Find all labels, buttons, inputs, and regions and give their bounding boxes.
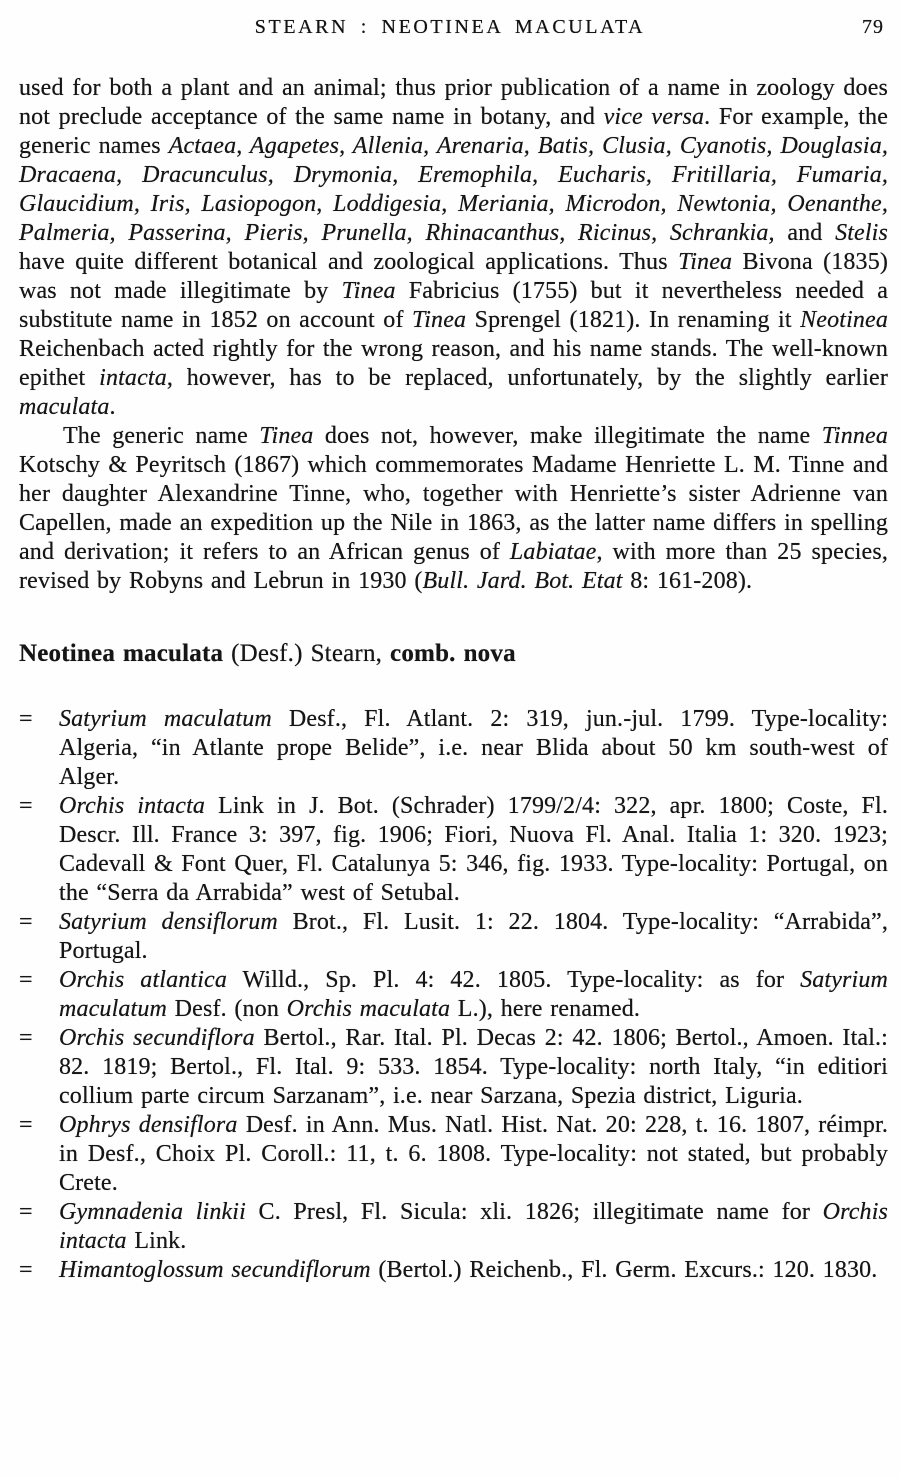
synonym-text: Satyrium maculatum Desf., Fl. Atlant. 2: 319, jun.-jul. 1799. Type-locality: Algeria, “in Atlante prope Belide”, i.e. near Blida about 50 km south-west of Alger.: [59, 706, 889, 790]
synonym-text: Satyrium densiflorum Brot., Fl. Lusit. 1: 22. 1804. Type-locality: “Arrabida”, Portugal.: [59, 909, 889, 964]
equals-marker: =: [19, 706, 33, 732]
synonym-entry: [19, 1256, 888, 1285]
synonym-text: Himantoglossum secundiflorum (Bertol.) Reichenb., Fl. Germ. Excurs.: 120. 1830.: [59, 1257, 878, 1283]
synonym-text: Orchis secundiflora Bertol., Rar. Ital. Pl. Decas 2: 42. 1806; Bertol., Amoen. Ital.: 82. 1819; Bertol., Fl. Ital. 9: 533. 1854. Type-locality: north Italy, “in editiori collium parte circum Sarzanam”, i.e. near Sarzana, Spezia district, Liguria.: [59, 1025, 888, 1109]
synonym-text: Ophrys densiflora Desf. in Ann. Mus. Natl. Hist. Nat. 20: 228, t. 16. 1807, réimpr. in Desf., Choix Pl. Coroll.: 11, t. 6. 1808. Type-locality: not stated, but probably Crete.: [59, 1112, 888, 1196]
synonym-entry: [19, 908, 888, 966]
equals-marker: =: [19, 967, 33, 993]
equals-marker: =: [19, 793, 33, 819]
running-head: [0, 0, 900, 46]
synonym-list: [19, 705, 888, 1285]
synonym-text: Gymnadenia linkii C. Presl, Fl. Sicula: xli. 1826; illegitimate name for Orchis intacta Link.: [59, 1199, 888, 1254]
synonym-entry: [19, 1198, 888, 1256]
paragraph-nomenclature: used for both a plant and an animal; thus prior publication of a name in zoology does not preclude acceptance of the same name in botany, and vice versa. For example, the generic names Actaea, Agapetes, Allenia, Arenaria, Batis, Clusia, Cyanotis, Douglasia, Dracaena, Dracunculus, Drymonia, Eremophila, Eucharis, Fritillaria, Fumaria, Glaucidium, Iris, Lasiopogon, Loddigesia, Meriania, Microdon, Newtonia, Oenanthe, Palmeria, Passerina, Pieris, Prunella, Rhinacanthus, Ricinus, Schrankia, and Stelis have quite different botanical and zoological applications. Thus Tinea Bivona (1835) was not made illegitimate by Tinea Fabricius (1755) but it nevertheless needed a substitute name in 1852 on account of Tinea Sprengel (1821). In renaming it Neotinea Reichenbach acted rightly for the wrong reason, and his name stands. The well-known epithet intacta, however, has to be replaced, unfortunately, by the slightly earlier maculata.: [19, 75, 889, 420]
synonym-text: Orchis atlantica Willd., Sp. Pl. 4: 42. 1805. Type-locality: as for Satyrium maculatum Desf. (non Orchis maculata L.), here renamed.: [59, 967, 888, 1022]
equals-marker: =: [19, 1199, 33, 1225]
synonym-entry: [19, 966, 888, 1024]
synonym-text: Orchis intacta Link in J. Bot. (Schrader) 1799/2/4: 322, apr. 1800; Coste, Fl. Descr. Ill. France 3: 397, fig. 1906; Fiori, Nuova Fl. Anal. Italia 1: 320. 1923; Cadevall & Font Quer, Fl. Catalunya 5: 346, fig. 1933. Type-locality: Portugal, on the “Serra da Arrabida” west of Setubal.: [59, 793, 889, 906]
synonym-entry: [19, 1024, 888, 1111]
equals-marker: =: [19, 1112, 33, 1138]
paragraph-tinnea: The generic name Tinea does not, however, make illegitimate the name Tinnea Kotschy & Peyritsch (1867) which commemorates Madame Henriette L. M. Tinne and her daughter Alexandrine Tinne, who, together with Henriette’s sister Adrienne van Capellen, made an expedition up the Nile in 1863, as the latter name differs in spelling and derivation; it refers to an African genus of Labiatae, with more than 25 species, revised by Robyns and Lebrun in 1930 (Bull. Jard. Bot. Etat 8: 161-208).: [19, 423, 889, 594]
equals-marker: =: [19, 909, 33, 935]
synonym-entry: [19, 792, 888, 908]
page-number: 79: [862, 16, 884, 38]
synonym-entry: [19, 1111, 888, 1198]
equals-marker: =: [19, 1257, 33, 1283]
equals-marker: =: [19, 1025, 33, 1051]
synonym-entry: [19, 705, 888, 792]
page-body: [19, 74, 888, 1285]
species-heading: Neotinea maculata (Desf.) Stearn, comb. nova: [19, 640, 516, 667]
running-header-title: STEARN : NEOTINEA MACULATA: [254, 16, 646, 38]
